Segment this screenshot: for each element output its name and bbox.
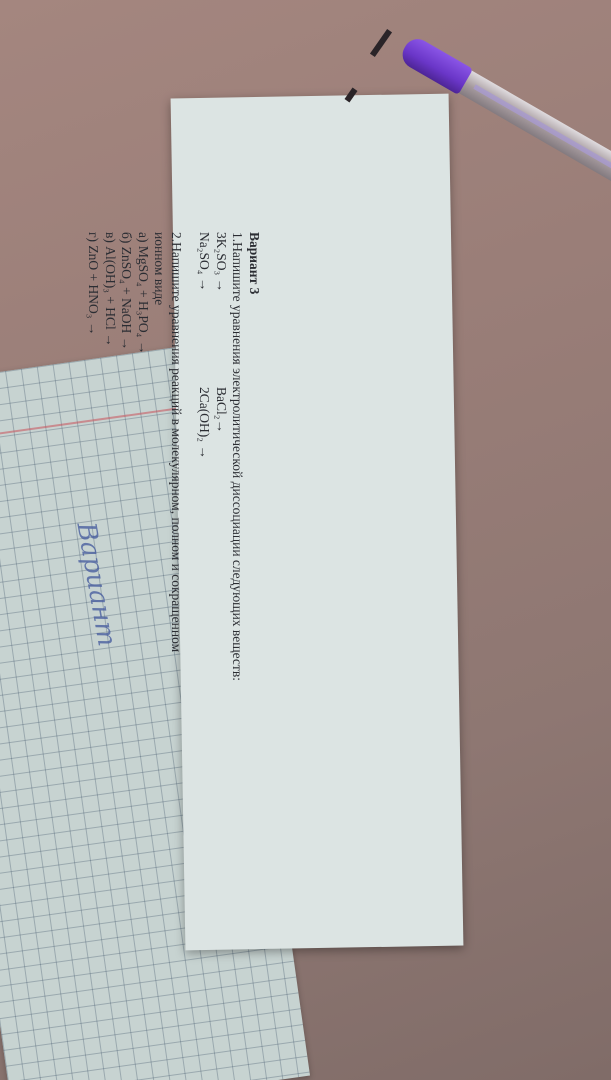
task2-item-d: г) ZnO + HNO₃ → <box>86 232 102 336</box>
task2-item-b: б) ZnSO₄ + NaOH → <box>119 232 135 351</box>
handwritten-note: Вариант <box>70 520 122 649</box>
task1-row <box>196 232 213 932</box>
task1-row1-right: BaCl₂→ <box>214 387 229 433</box>
task1-heading: 1.Напишите уравнения электролитической диссоциации следующих веществ: <box>230 232 246 681</box>
task1-row2-left: Na₂SO₄ → <box>197 232 213 292</box>
task2-heading-line1: 2.Напишите уравнения реакций в молекулярном, полном и сокращенном <box>169 232 184 653</box>
task1-row1-left: 3K₂SO₃ → <box>214 232 229 293</box>
task1-row2-right: 2Ca(OH)₂ → <box>197 387 213 459</box>
task2-item-a: а) MgSO₄ + H₃PO₄ → <box>136 232 151 355</box>
task1-row <box>213 232 230 932</box>
task2-heading-line2: ионном виде <box>152 232 168 306</box>
pen-cap <box>398 34 474 95</box>
task2-item-c: в) Al(OH)₃ + HCl → <box>103 232 118 347</box>
worksheet-text <box>85 232 262 932</box>
worksheet-title: Вариант 3 <box>247 232 262 295</box>
debris <box>370 29 392 57</box>
